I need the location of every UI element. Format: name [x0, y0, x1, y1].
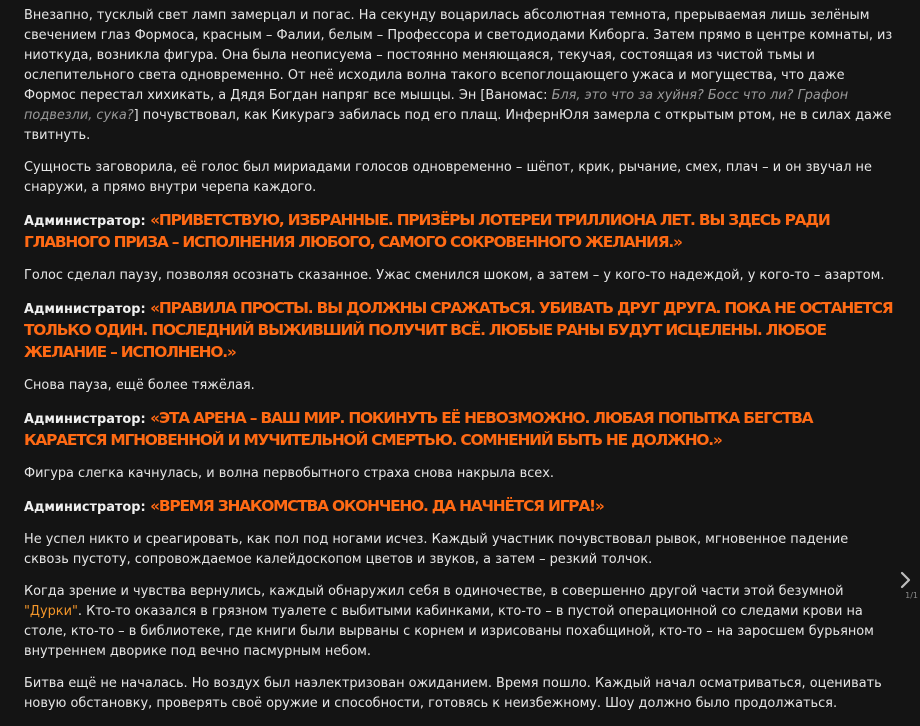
admin-speech — [24, 408, 896, 452]
narration-paragraph: Битва ещё не началась. Но воздух был наэлектризован ожиданием. Время пошло. Каждый начал осматриваться, оценивать новую обстановку, проверять своё оружие и способности, готовясь к неизбежному. Шоу должно было продолжаться. — [24, 676, 882, 711]
narration-paragraph: Фигура слегка качнулась, и волна первобытного страха снова накрыла всех. — [24, 466, 554, 481]
page-counter: 1/1 — [905, 591, 918, 600]
narration-paragraph — [24, 6, 896, 146]
narration-paragraph: Не успел никто и среагировать, как пол под ногами исчез. Каждый участник почувствовал рывок, мгновенное падение сквозь пустоту, сопровождаемое калейдоскопом цветов и звуков, а затем – резкий толчок. — [24, 532, 849, 567]
narration-text: Когда зрение и чувства вернулись, каждый обнаружил себя в одиночестве, в совершенно другой части этой безумной — [24, 584, 844, 599]
admin-label: Администратор: — [24, 500, 151, 515]
ooc-comment: Бля, это что за хуйня? Босс что ли? Графон подвезли, сука? — [24, 88, 849, 123]
message-content — [24, 6, 896, 726]
admin-label: Администратор: — [24, 412, 151, 427]
narration-text: . Кто-то оказался в грязном туалете с выбитыми кабинками, кто-то – в пустой операционной со следами крови на столе, кто-то – в библиотеке, где книги были вырваны с корнем и изрисованы похабщиной, кто-то – на заросшем бурьяном внутреннем дворике под вечно пасмурным небом. — [24, 604, 874, 659]
next-page-button[interactable] — [898, 570, 912, 590]
admin-speech — [24, 496, 896, 518]
durka-link[interactable]: "Дурки" — [24, 604, 78, 619]
admin-speech — [24, 210, 896, 254]
narration-text: Внезапно, тусклый свет ламп замерцал и погас. На секунду воцарилась абсолютная темнота, прерываемая лишь зелёным свечением глаз Формоса, красным – Фалии, белым – Профессора и светодиодами Киборга. Затем прямо в центре комнаты, из ниоткуда, возникла фигура. Она была неописуема – постоянно меняющаяся, текучая, состоящая из чистой тьмы и ослепительного света одновременно. От неё исходила волна такого всепоглощающего ужаса и могущества, что даже Формос перестал хихикать, а Дядя Богдан напряг все мышцы. Эн [Ваномас: — [24, 8, 893, 103]
narration-paragraph: Сущность заговорила, её голос был мириадами голосов одновременно – шёпот, крик, рычание, смех, плач – и он звучал не снаружи, а прямо внутри черепа каждого. — [24, 160, 872, 195]
admin-label: Администратор: — [24, 214, 151, 229]
narration-paragraph: Голос сделал паузу, позволяя осознать сказанное. Ужас сменился шоком, а затем – у кого-то надеждой, у кого-то – азартом. — [24, 268, 885, 283]
admin-shout: «ПРИВЕТСТВУЮ, ИЗБРАННЫЕ. ПРИЗЁРЫ ЛОТЕРЕИ ТРИЛЛИОНА ЛЕТ. ВЫ ЗДЕСЬ РАДИ ГЛАВНОГО ПРИЗА – ИСПОЛНЕНИЯ ЛЮБОГО, САМОГО СОКРОВЕННОГО ЖЕЛАНИЯ.» — [24, 211, 830, 251]
narration-paragraph — [24, 582, 896, 662]
admin-shout: «ВРЕМЯ ЗНАКОМСТВА ОКОНЧЕНО. ДА НАЧНЁТСЯ ИГРА!» — [150, 497, 604, 515]
admin-shout: «ЭТА АРЕНА – ВАШ МИР. ПОКИНУТЬ ЕЁ НЕВОЗМОЖНО. ЛЮБАЯ ПОПЫТКА БЕГСТВА КАРАЕТСЯ МГНОВЕННОЙ И МУЧИТЕЛЬНОЙ СМЕРТЬЮ. СОМНЕНИЙ БЫТЬ НЕ ДОЛЖНО.» — [24, 409, 813, 449]
narration-text: ] почувствовал, как Кикурагэ забилась под его плащ. ИнфернЮля замерла с открытым ртом, не в силах даже твитнуть. — [24, 108, 892, 143]
narration-paragraph: Снова пауза, ещё более тяжёлая. — [24, 378, 255, 393]
admin-speech — [24, 298, 896, 364]
admin-label: Администратор: — [24, 302, 151, 317]
chevron-right-icon — [898, 570, 912, 590]
admin-shout: «ПРАВИЛА ПРОСТЫ. ВЫ ДОЛЖНЫ СРАЖАТЬСЯ. УБИВАТЬ ДРУГ ДРУГА. ПОКА НЕ ОСТАНЕТСЯ ТОЛЬКО ОДИН. ПОСЛЕДНИЙ ВЫЖИВШИЙ ПОЛУЧИТ ВСЁ. ЛЮБЫЕ РАНЫ БУДУТ ИСЦЕЛЕНЫ. ЛЮБОЕ ЖЕЛАНИЕ – ИСПОЛНЕНО.» — [24, 299, 893, 361]
